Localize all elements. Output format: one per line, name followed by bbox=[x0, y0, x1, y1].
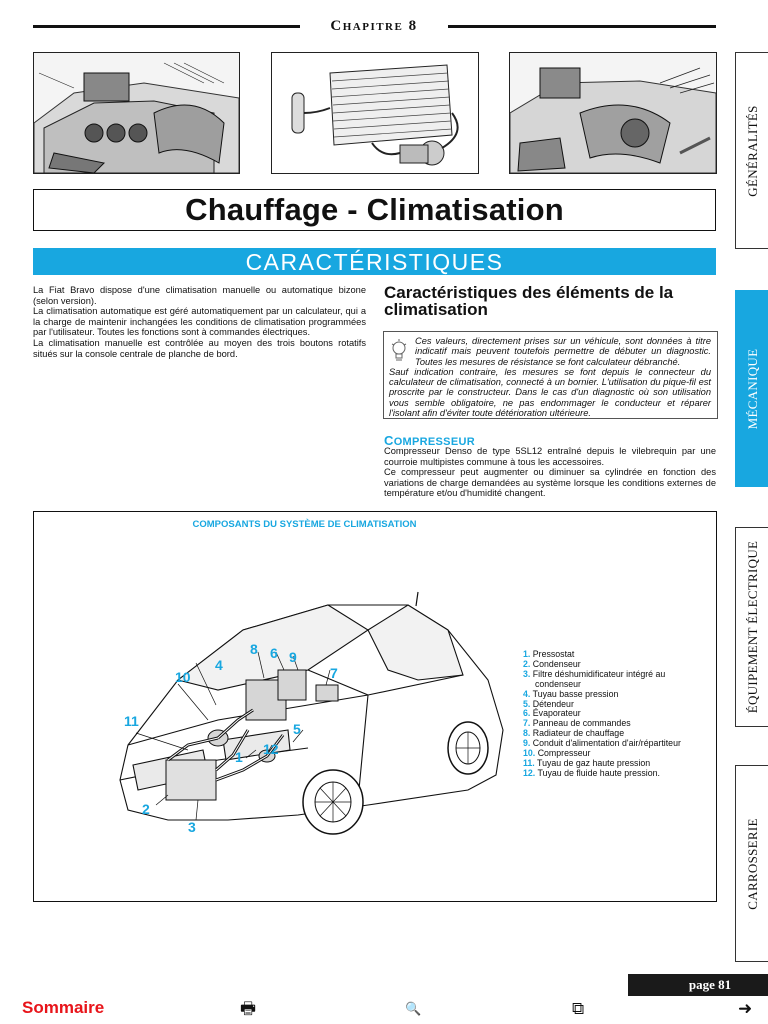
callout-label: 2 bbox=[142, 801, 150, 817]
dashboard-ducts-illustration bbox=[33, 52, 240, 174]
legend-label: Tuyau de fluide haute pression. bbox=[537, 767, 660, 778]
note-line: Sauf indication contraire, les mesures se font depuis le connecteur du calculateur de climatisation, connecté à un bornier. bbox=[389, 366, 711, 388]
compresseur-text bbox=[384, 446, 716, 499]
printer-icon[interactable]: 🖶 bbox=[240, 999, 257, 1018]
legend-number: 5. bbox=[523, 698, 531, 709]
page-title: Chauffage - Climatisation bbox=[185, 192, 564, 227]
note-line: L'utilisation du pique-fil est proscrite par le constructeur. Dans le cas d'un diagnostic où son utilisation vous semble obligatoire, ne pas endommager le conducteur et réparer l'isolant afin d'éviter toute détérioration ultérieure. bbox=[389, 377, 711, 419]
compresseur-paragraph: Ce compresseur peut augmenter ou diminuer sa cylindrée en fonction des variations de charge demandées au système lorsque les conditions externes de température et/ou d'humidité changent. bbox=[384, 467, 716, 499]
legend-label: Conduit d'alimentation d'air/répartiteur bbox=[532, 738, 681, 749]
legend-number: 2. bbox=[523, 658, 531, 669]
callout-label: 3 bbox=[188, 819, 196, 835]
legend-label: Radiateur de chauffage bbox=[532, 728, 625, 739]
car-diagram bbox=[68, 570, 510, 870]
chapter-title: Chapitre 8 bbox=[330, 18, 418, 34]
tab-label: ÉQUIPEMENT ÉLECTRIQUE bbox=[744, 540, 760, 714]
legend-label: condenseur bbox=[535, 678, 581, 689]
compresseur-heading-rest: OMPRESSEUR bbox=[393, 436, 475, 448]
legend-number: 11. bbox=[523, 757, 535, 768]
tab-generalites[interactable] bbox=[735, 52, 768, 249]
page-number: page 81 bbox=[688, 977, 732, 992]
compresseur-paragraph: Compresseur Denso de type 5SL12 entraîné depuis le vilebrequin par une courroie multipistes commune à tous les accessoires. bbox=[384, 446, 716, 467]
tab-label: CARROSSERIE bbox=[744, 817, 760, 910]
legend-label: Filtre déshumidificateur intégré au bbox=[532, 668, 666, 679]
legend-label: Pressostat bbox=[532, 649, 575, 659]
sommaire-link[interactable]: Sommaire bbox=[22, 998, 105, 1017]
callout-label: 8 bbox=[250, 641, 258, 657]
callout-label: 11 bbox=[124, 713, 139, 729]
elements-heading: Caractéristiques des éléments de la climatisation bbox=[384, 283, 674, 319]
tab-label: GÉNÉRALITÉS bbox=[744, 104, 760, 197]
header-rule-right bbox=[448, 25, 716, 28]
compresseur-heading-initial: C bbox=[384, 433, 394, 448]
legend-number: 3. bbox=[523, 668, 531, 679]
search-document-icon[interactable]: 🔍 bbox=[405, 1001, 422, 1016]
intro-text bbox=[33, 285, 366, 359]
tab-carrosserie[interactable] bbox=[735, 765, 768, 962]
legend-label: Condenseur bbox=[532, 658, 581, 669]
header-rule-left bbox=[33, 25, 300, 28]
legend-label: Évaporateur bbox=[532, 708, 581, 719]
legend-number: 10. bbox=[523, 748, 536, 759]
binoculars-icon[interactable]: ⧉ bbox=[572, 999, 585, 1018]
tab-mecanique[interactable] bbox=[735, 290, 768, 487]
legend-number: 9. bbox=[523, 738, 531, 749]
legend-label: Tuyau basse pression bbox=[532, 688, 619, 699]
callout-label: 9 bbox=[289, 649, 297, 665]
legend-number: 8. bbox=[523, 728, 531, 739]
intro-paragraph: La climatisation automatique est géré automatiquement par un calculateur, qui a la charge de maintenir inchangées les conditions de climatisation programmées par l'utilisateur. Toutes les fonctions sont à commandes électriques. bbox=[33, 306, 366, 338]
callout-label: 1 bbox=[235, 749, 243, 765]
callout-label: 4 bbox=[215, 657, 223, 673]
tab-label: MÉCANIQUE bbox=[744, 348, 760, 429]
intro-paragraph: La Fiat Bravo dispose d'une climatisation manuelle ou automatique bizone (selon version). bbox=[33, 285, 366, 306]
next-arrow-icon[interactable]: ➜ bbox=[738, 999, 753, 1018]
note-line: Ces valeurs, directement prises sur un véhicule, sont données à titre indicatif mais peuvent toutefois permettre de débuter un diagnostic. Toutes les mesures de résistance se font calculateur débranché. bbox=[415, 336, 711, 367]
legend-label: Tuyau de gaz haute pression bbox=[537, 757, 651, 768]
legend-label: Compresseur bbox=[537, 748, 591, 759]
callout-label: 5 bbox=[293, 721, 301, 737]
condenser-compressor-illustration bbox=[271, 52, 479, 174]
hvac-unit-illustration bbox=[509, 52, 717, 174]
callout-label: 6 bbox=[270, 645, 278, 661]
section-title: CARACTÉRISTIQUES bbox=[245, 249, 504, 275]
section-banner bbox=[33, 248, 716, 275]
main-title-box bbox=[33, 189, 716, 231]
legend-label: Détendeur bbox=[532, 698, 574, 709]
legend-number: 6. bbox=[523, 708, 531, 719]
page-number-box bbox=[628, 974, 768, 996]
legend-item bbox=[523, 769, 681, 779]
note-text bbox=[389, 336, 711, 418]
intro-paragraph: La climatisation manuelle est contrôlée au moyen des trois boutons rotatifs situés sur la console centrale de planche de bord. bbox=[33, 337, 366, 359]
legend-number: 7. bbox=[523, 718, 531, 729]
note-box bbox=[383, 331, 718, 419]
callout-label: 7 bbox=[330, 665, 338, 681]
callout-label: 12 bbox=[263, 741, 279, 757]
callout-label: 10 bbox=[175, 669, 191, 685]
legend-label: Panneau de commandes bbox=[532, 718, 631, 729]
figure-legend bbox=[523, 650, 681, 779]
figure-title: COMPOSANTS DU SYSTÈME DE CLIMATISATION bbox=[192, 519, 417, 530]
legend-number: 12. bbox=[523, 767, 536, 778]
figure-box bbox=[33, 511, 717, 902]
tab-equipement-electrique[interactable] bbox=[735, 527, 768, 727]
legend-number: 1. bbox=[523, 649, 531, 659]
legend-number: 4. bbox=[523, 688, 531, 699]
